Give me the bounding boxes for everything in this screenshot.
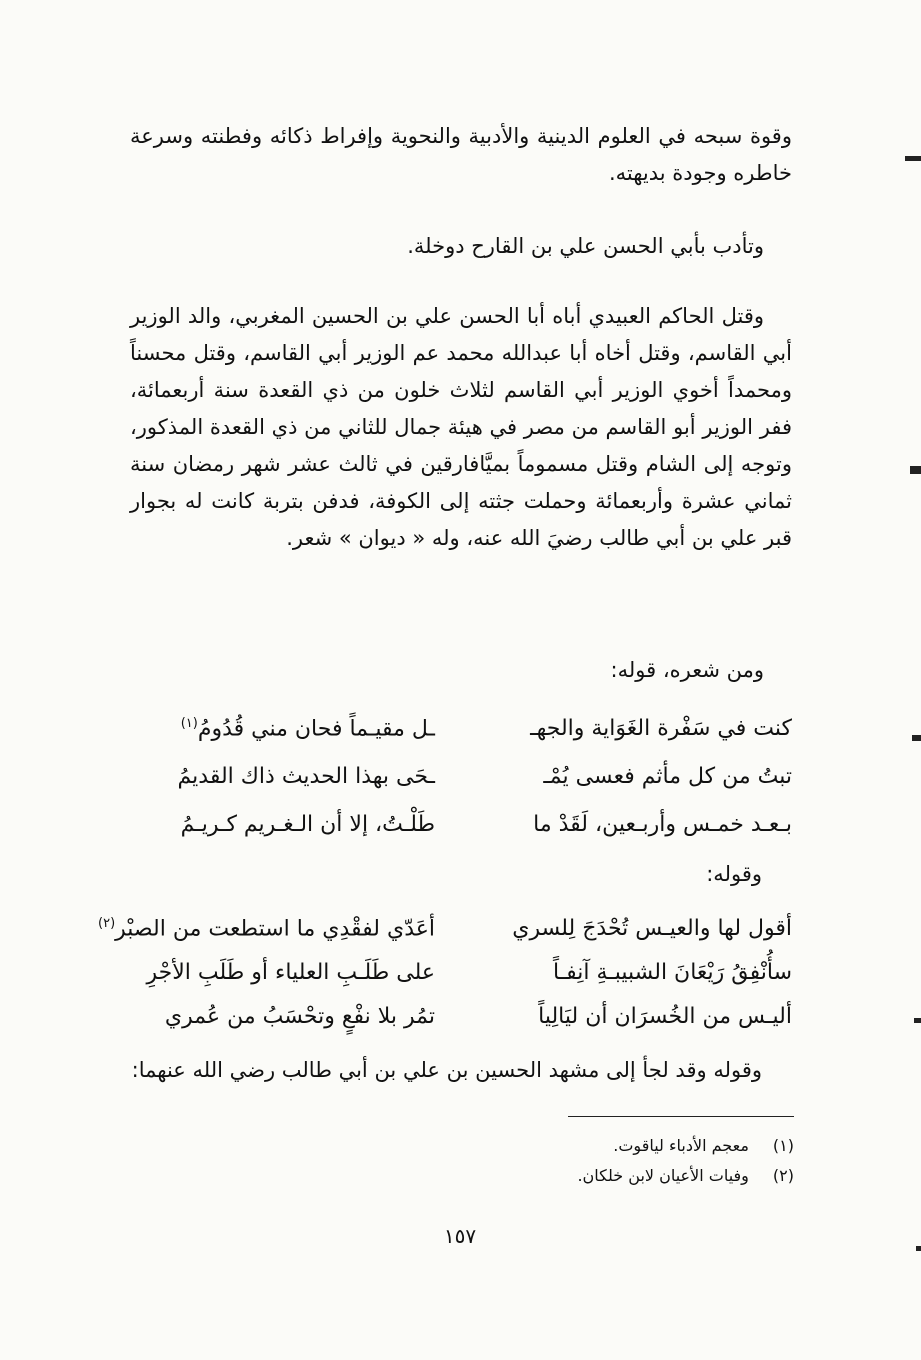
verse-first-hemistich: أقول لها والعيـس تُحْدَجَ لِلسري <box>512 916 792 941</box>
poem-2-verse-3 <box>130 1004 792 1044</box>
footnote-ref: (١) <box>180 716 198 731</box>
verse-first-hemistich: تبتُ من كل مأثم فعسى يُمْـ <box>543 764 792 789</box>
verse-first-hemistich: بـعـد خمـس وأربـعين، لَقَدْ ما <box>533 812 792 837</box>
footnote-divider <box>568 1116 794 1117</box>
poem-intro-2: وقوله: <box>706 862 762 886</box>
poem-intro-3: وقوله وقد لجأ إلى مشهد الحسين بن علي بن أبي طالب رضي الله عنهما: <box>131 1058 762 1082</box>
paragraph-3: وقتل الحاكم العبيدي أباه أبا الحسن علي بن الحسين المغربي، والد الوزير أبي القاسم، وقتل أخاه أبا عبدالله محمد عم الوزير أبي القاسم، وقتل محسناً ومحمداً أخوي الوزير أبي القاسم لثلاث خلون من ذي القعدة سنة أربعمائة، ففر الوزير أبو القاسم من مصر في هيئة جمال للثاني من ذي القعدة المذكور، وتوجه إلى الشام وقتل مسموماً بميَّافارقين في ثالث عشر شهر رمضان سنة ثماني عشرة وأربعمائة وحملت جثته إلى الكوفة، فدفن بتربة كانت له بجوار قبر علي بن أبي طالب رضيَ الله عنه، وله « ديوان » شعر. <box>130 304 792 550</box>
poem-2-verse-2 <box>130 960 792 1000</box>
poem-1-verse-1 <box>130 716 792 756</box>
footnote-ref: (٢) <box>98 916 116 931</box>
verse-second-hemistich-text: ـل مقيـماً فحان مني قُدُومُ <box>197 716 435 742</box>
poem-2-verse-1 <box>98 916 792 956</box>
footnote-text: معجم الأدباء لياقوت. <box>613 1136 749 1155</box>
verse-second-hemistich: على طَلَـبِ العلياء أو طَلَبِ الأجْرِ <box>146 960 435 985</box>
poem-intro-1: ومن شعره، قوله: <box>610 658 764 682</box>
footnote-number: (٢) <box>772 1166 794 1185</box>
verse-first-hemistich: أليـس من الخُسرَان أن ليَالِياً <box>538 1004 792 1029</box>
verse-second-hemistich: ـحَى بهذا الحديث ذاك القديمُ <box>177 764 435 789</box>
paragraph-2: وتأدب بأبي الحسن علي بن القارح دوخلة. <box>407 234 764 258</box>
verse-first-hemistich: سأُنْفِقُ رَيْعَانَ الشبيبـةِ آنِفـاً <box>552 960 792 985</box>
footnote-text: وفيات الأعيان لابن خلكان. <box>577 1166 749 1185</box>
footnote-number: (١) <box>772 1136 794 1155</box>
paragraph-1: وقوة سبحه في العلوم الدينية والأدبية والنحوية وإفراط ذكائه وفطنته وسرعة خاطره وجودة بديهته. <box>130 124 792 185</box>
verse-second-hemistich-text: أعَدّي لفقْدِي ما استطعت من الصبْر <box>115 916 435 942</box>
verse-second-hemistich <box>98 916 435 942</box>
footnote-2 <box>400 1166 794 1192</box>
verse-second-hemistich: طَلْـتُ، إلا أن الـغـريم كـريـمُ <box>180 812 435 837</box>
poem-1-verse-2 <box>130 764 792 804</box>
scan-edge-mark <box>914 1018 921 1023</box>
verse-second-hemistich <box>130 716 435 741</box>
scan-edge-mark <box>910 466 921 474</box>
scan-edge-mark <box>916 1246 921 1251</box>
page-number: ١٥٧ <box>443 1224 477 1248</box>
verse-first-hemistich: كنت في سَفْرة الغَوَاية والجهـ <box>530 716 792 741</box>
poem-1-verse-3 <box>130 812 792 852</box>
verse-second-hemistich: تمُر بلا نفْعٍ وتحْسَبُ من عُمري <box>164 1004 435 1029</box>
scan-edge-mark <box>912 735 921 741</box>
footnote-1 <box>400 1136 794 1162</box>
scan-edge-mark <box>905 156 921 161</box>
